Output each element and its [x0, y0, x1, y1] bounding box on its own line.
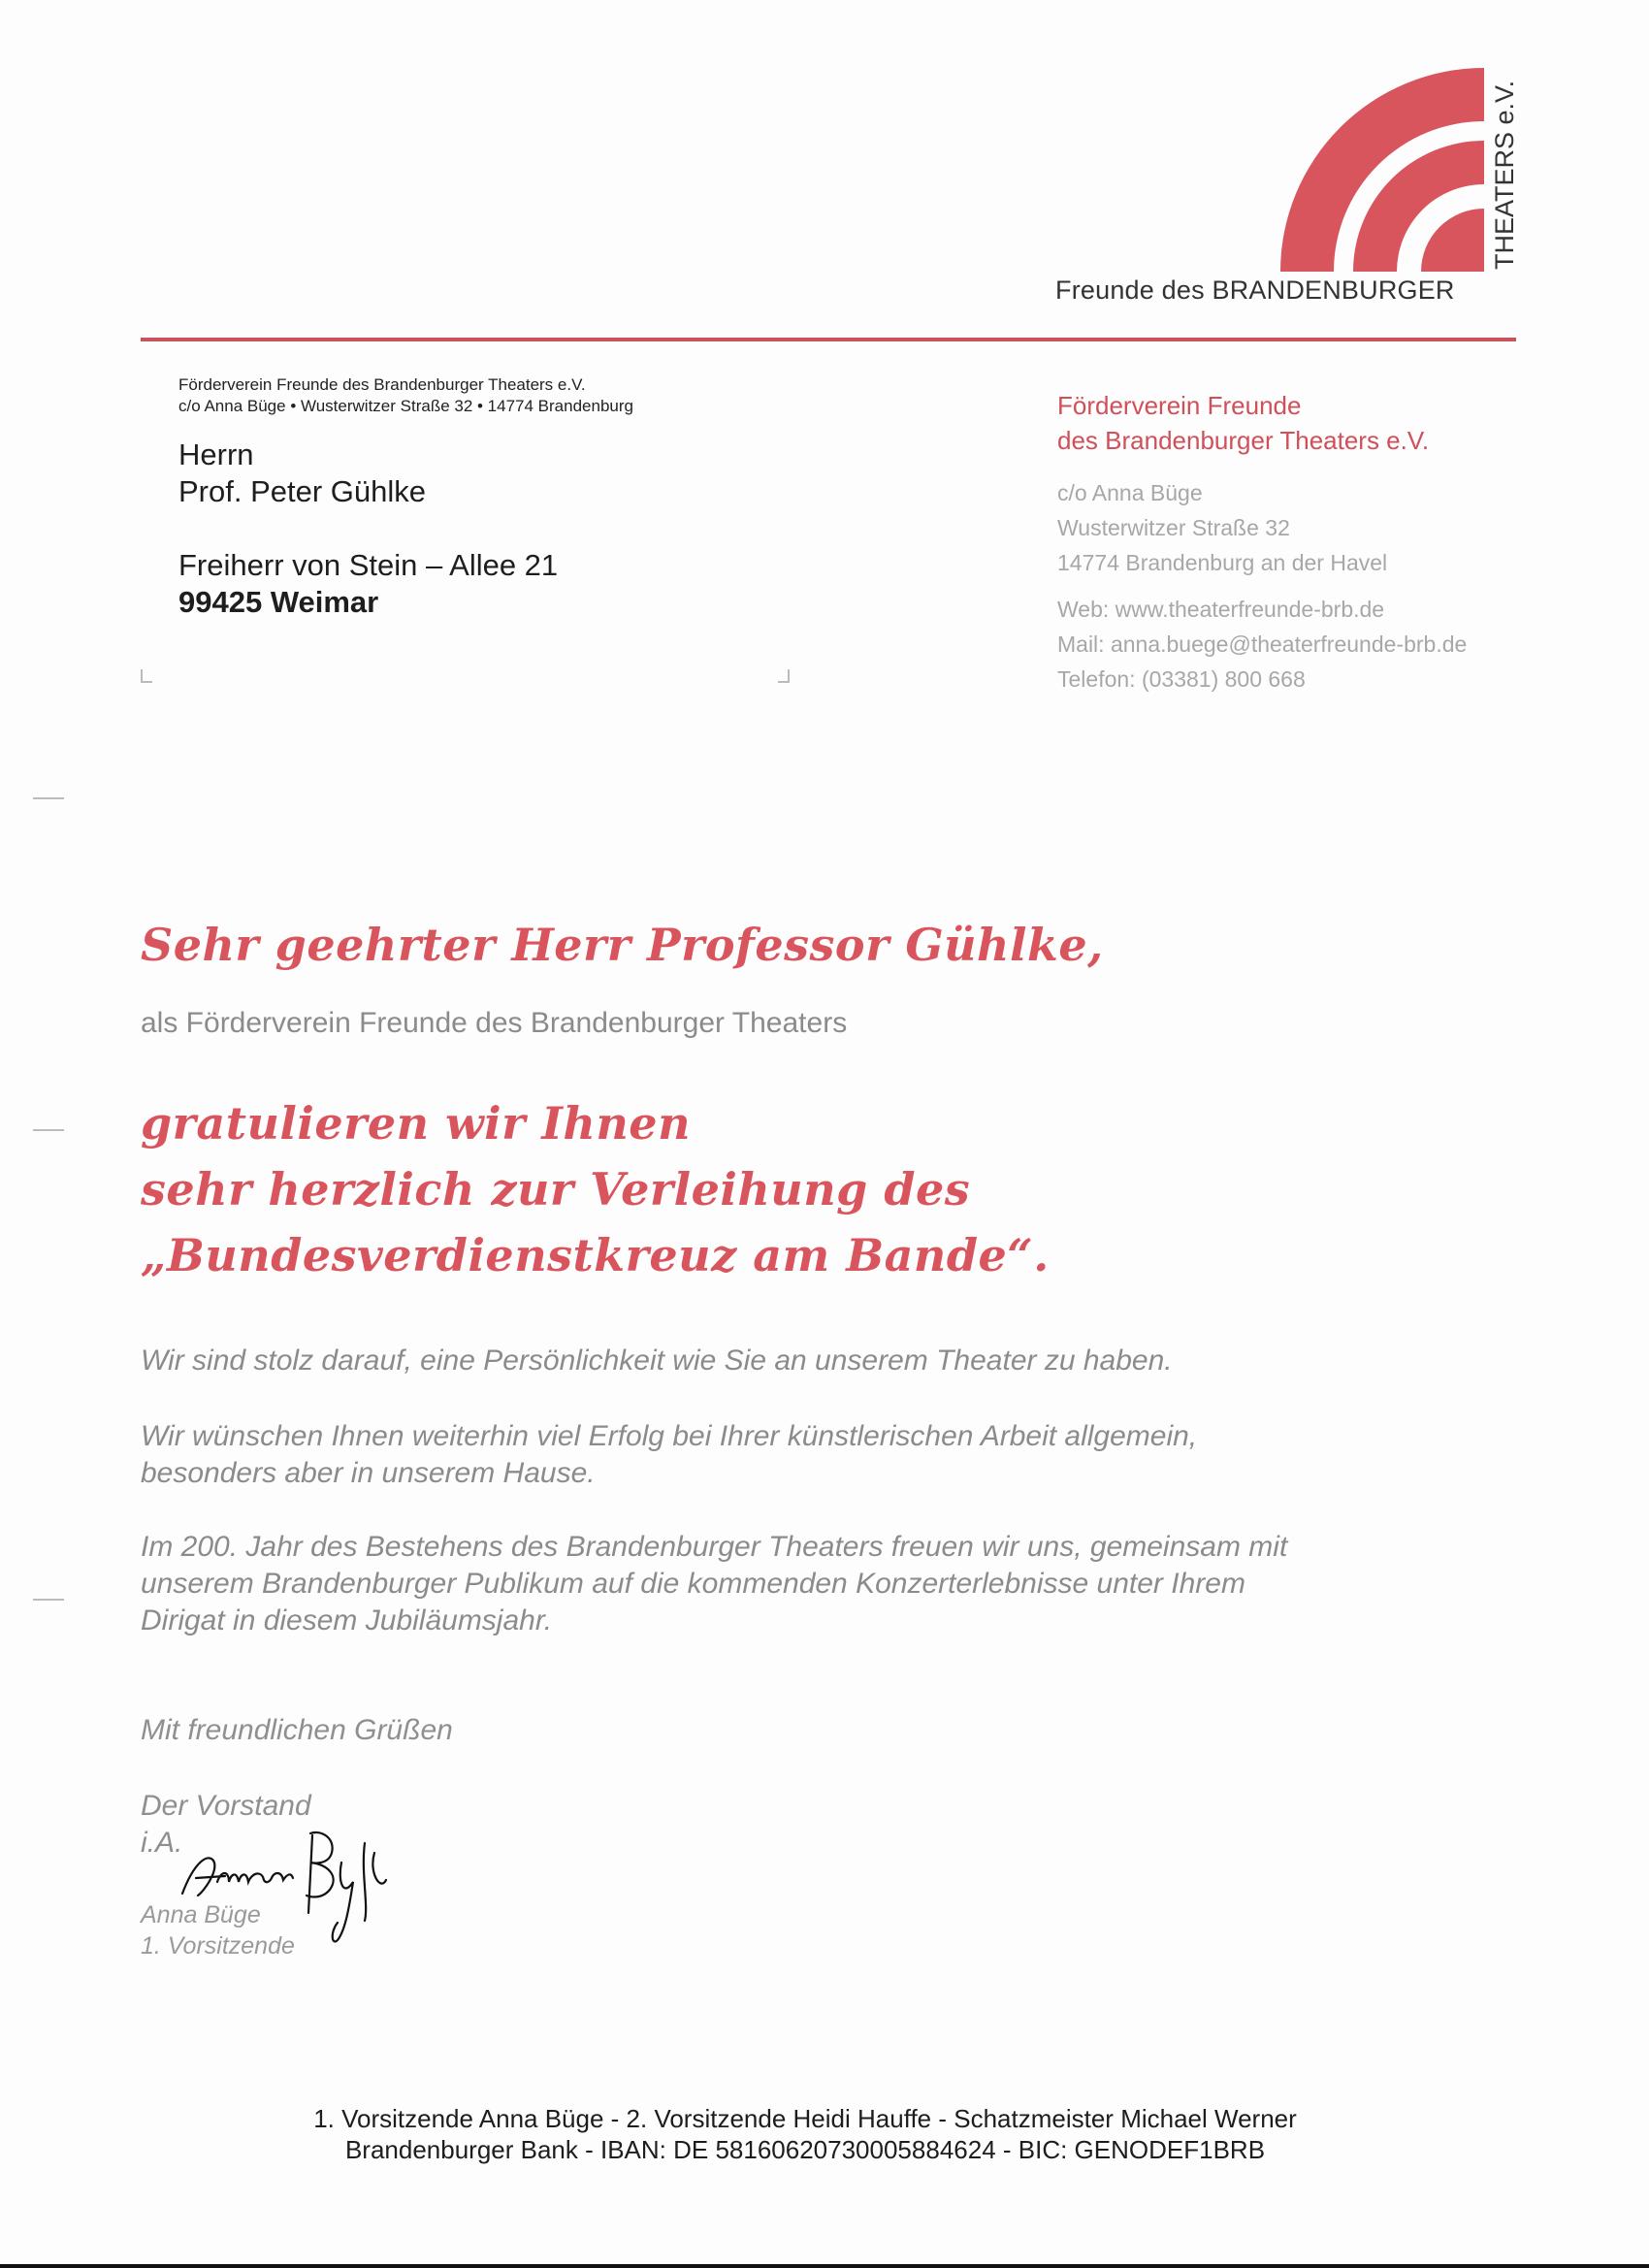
fold-mark-2 — [33, 1129, 64, 1131]
congrats-line-2: sehr herzlich zur Verleihung des — [141, 1163, 971, 1215]
org-city: 14774 Brandenburg an der Havel — [1057, 550, 1388, 575]
ia-label: i.A. — [141, 1827, 183, 1859]
org-street: Wusterwitzer Straße 32 — [1057, 515, 1290, 540]
paragraph-3-line-2: unserem Brandenburger Publikum auf die kommenden Konzerterlebnisse unter Ihrem — [141, 1568, 1245, 1600]
recipient-city: 99425 Weimar — [178, 585, 379, 619]
org-phone: Telefon: (03381) 800 668 — [1057, 666, 1306, 692]
theater-logo-arcs — [1280, 68, 1494, 272]
logo-vertical-text: THEATERS e.V. — [1490, 80, 1519, 270]
paragraph-2-line-2: besonders aber in unserem Hause. — [141, 1457, 596, 1489]
window-mark-left — [141, 669, 152, 683]
fold-mark-1 — [33, 797, 64, 799]
sender-line-1: Förderverein Freunde des Brandenburger Theaters e.V. — [178, 375, 586, 394]
scan-edge-bottom — [0, 2264, 1649, 2268]
org-web: Web: www.theaterfreunde-brb.de — [1057, 597, 1385, 622]
signer-role: 1. Vorsitzende — [141, 1932, 295, 1960]
sender-line-2: c/o Anna Büge • Wusterwitzer Straße 32 • 14774 Brandenburg — [178, 397, 633, 415]
logo-horizontal-text: Freunde des BRANDENBURGER — [1055, 275, 1455, 305]
paragraph-2 — [141, 1418, 1197, 1492]
letter-greeting: Sehr geehrter Herr Professor Gühlke, — [141, 919, 1104, 971]
paragraph-2-line-1: Wir wünschen Ihnen weiterhin viel Erfolg bei Ihrer künstlerischen Arbeit allgemein, — [141, 1420, 1198, 1452]
sender-return-address — [178, 374, 633, 417]
congrats-line-1: gratulieren wir Ihnen — [141, 1097, 692, 1150]
congrats-line-3: „Bundesverdienstkreuz am Bande“. — [141, 1229, 1050, 1281]
recipient-salutation: Herrn — [178, 437, 254, 471]
paragraph-1: Wir sind stolz darauf, eine Persönlichkeit wie Sie an unserem Theater zu haben. — [141, 1345, 1173, 1377]
org-co: c/o Anna Büge — [1057, 480, 1203, 505]
window-mark-right — [778, 669, 790, 683]
recipient-street: Freiherr von Stein – Allee 21 — [178, 548, 559, 582]
org-name-line-2: des Brandenburger Theaters e.V. — [1057, 426, 1430, 455]
footer-bank-line: Brandenburger Bank - IBAN: DE 58160620730005884624 - BIC: GENODEF1BRB — [344, 2135, 1266, 2164]
recipient-name: Prof. Peter Gühlke — [178, 474, 427, 508]
board-label: Der Vorstand — [141, 1790, 311, 1822]
org-name-line-1: Förderverein Freunde — [1057, 391, 1302, 420]
paragraph-3-line-1: Im 200. Jahr des Bestehens des Brandenburger Theaters freuen wir uns, gemeinsam mit — [141, 1531, 1288, 1563]
congratulations-block — [141, 1090, 1050, 1288]
closing-greeting: Mit freundlichen Grüßen — [141, 1714, 453, 1746]
org-mail: Mail: anna.buege@theaterfreunde-brb.de — [1057, 632, 1468, 657]
header-rule — [141, 338, 1516, 341]
paragraph-3 — [141, 1529, 1287, 1639]
footer-board-line: 1. Vorsitzende Anna Büge - 2. Vorsitzende Heidi Hauffe - Schatzmeister Michael Werner — [313, 2104, 1297, 2133]
organization-contact-block — [1057, 388, 1467, 697]
recipient-address — [178, 437, 558, 621]
letter-intro: als Förderverein Freunde des Brandenburger Theaters — [141, 1007, 848, 1039]
letter-footer — [0, 2103, 1649, 2165]
paragraph-3-line-3: Dirigat in diesem Jubiläumsjahr. — [141, 1604, 553, 1636]
signer-name: Anna Büge — [141, 1901, 261, 1928]
fold-mark-3 — [33, 1599, 64, 1601]
